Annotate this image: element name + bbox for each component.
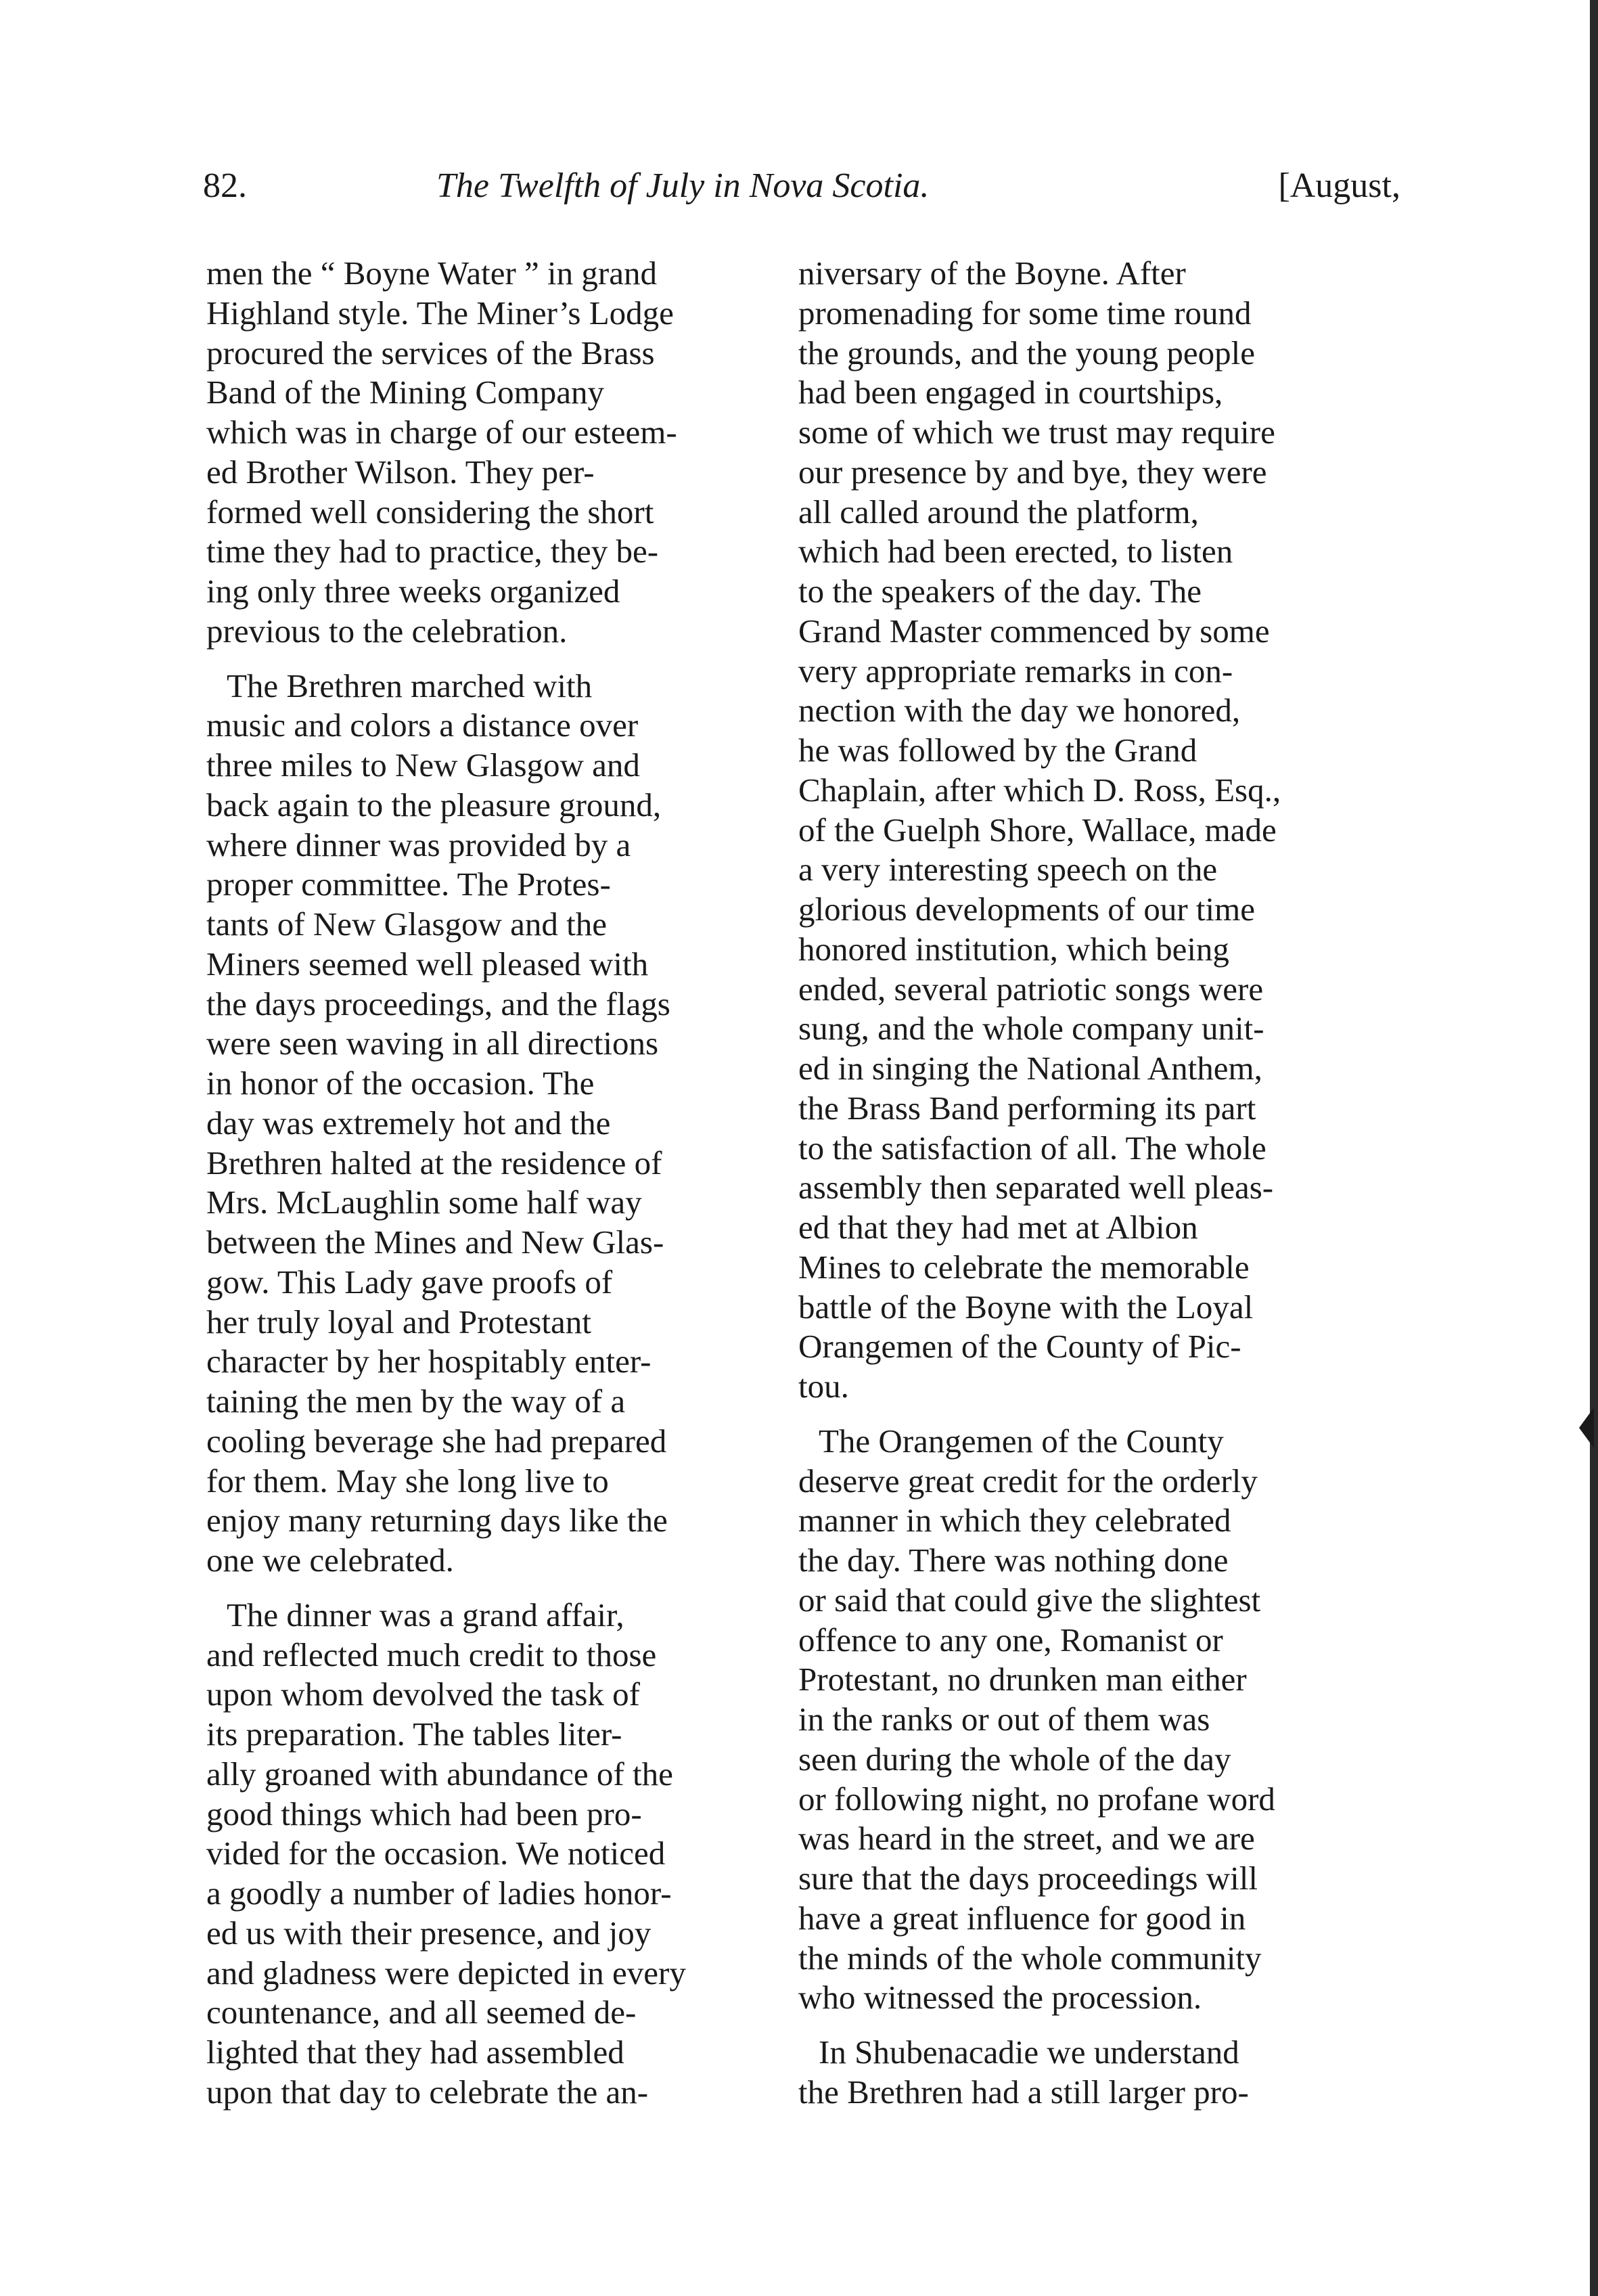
paragraph-gap [206, 652, 771, 667]
text-line: character by her hospitably enter- [206, 1343, 652, 1380]
text-line: in the ranks or out of them was [798, 1701, 1210, 1738]
text-line: gow. This Lady gave proofs of [206, 1263, 613, 1301]
text-line: all called around the platform, [798, 493, 1199, 531]
text-line: Grand Master commenced by some [798, 612, 1270, 650]
text-line: the days proceedings, and the flags [206, 985, 670, 1022]
text-line: ed Brother Wilson. They per- [206, 453, 595, 491]
text-line: ing only three weeks organized [206, 572, 620, 610]
text-line: cooling beverage she had prepared [206, 1422, 667, 1460]
text-line: assembly then separated well pleas- [798, 1169, 1274, 1207]
text-line: music and colors a distance over [206, 706, 639, 744]
paragraph-gap [798, 2018, 1363, 2033]
text-line: The Brethren marched with [227, 667, 593, 704]
text-line: one we celebrated. [206, 1541, 454, 1579]
text-line: countenance, and all seemed de- [206, 1994, 637, 2031]
text-line: in honor of the occasion. The [206, 1064, 595, 1102]
paragraph-gap [206, 1581, 771, 1596]
text-line: the Brethren had a still larger pro- [798, 2073, 1249, 2111]
text-line: procured the services of the Brass [206, 334, 655, 372]
text-line: The dinner was a grand affair, [227, 1596, 624, 1634]
text-line: Band of the Mining Company [206, 374, 604, 411]
text-line: Mines to celebrate the memorable [798, 1248, 1250, 1286]
text-line: Highland style. The Miner’s Lodge [206, 294, 674, 332]
text-line: where dinner was provided by a [206, 826, 631, 863]
text-line: the minds of the whole community [798, 1939, 1262, 1977]
text-line: proper committee. The Protes- [206, 865, 611, 903]
text-line: glorious developments of our time [798, 891, 1255, 928]
text-line: ed us with their presence, and joy [206, 1914, 652, 1952]
text-line: who witnessed the procession. [798, 1979, 1202, 2017]
text-line: nection with the day we honored, [798, 692, 1241, 729]
left-column [206, 254, 771, 2113]
text-line: seen during the whole of the day [798, 1740, 1231, 1778]
text-line: battle of the Boyne with the Loyal [798, 1288, 1254, 1326]
text-line: manner in which they celebrated [798, 1502, 1231, 1539]
paragraph-gap [798, 1407, 1363, 1422]
right-column-paragraph [798, 2033, 1363, 2113]
text-line: honored institution, which being [798, 930, 1229, 968]
text-line: promenading for some time round [798, 294, 1252, 332]
text-line: day was extremely hot and the [206, 1104, 611, 1142]
text-line: some of which we trust may require [798, 413, 1275, 451]
text-line: offence to any one, Romanist or [798, 1621, 1223, 1659]
left-column-paragraph [206, 1596, 771, 2113]
text-line: Chaplain, after which D. Ross, Esq., [798, 771, 1281, 809]
text-line: which was in charge of our esteem- [206, 413, 677, 451]
page-header [203, 166, 1400, 227]
text-line: ed in singing the National Anthem, [798, 1050, 1262, 1087]
text-line: have a great influence for good in [798, 1899, 1246, 1937]
right-column [798, 254, 1363, 2113]
text-line: to the speakers of the day. The [798, 572, 1202, 610]
text-line: tants of New Glasgow and the [206, 905, 607, 943]
text-line: were seen waving in all directions [206, 1025, 659, 1062]
text-line: back again to the pleasure ground, [206, 786, 662, 824]
page-edge-shadow [1590, 0, 1598, 2296]
text-line: a very interesting speech on the [798, 851, 1218, 888]
text-line: upon that day to celebrate the an- [206, 2073, 649, 2111]
text-line: good things which had been pro- [206, 1795, 642, 1832]
text-line: and gladness were depicted in every [206, 1954, 686, 1991]
text-line: taining the men by the way of a [206, 1382, 626, 1420]
text-line: formed well considering the short [206, 493, 654, 531]
text-line: sung, and the whole company unit- [798, 1010, 1264, 1048]
text-line: vided for the occasion. We noticed [206, 1834, 666, 1872]
text-line: between the Mines and New Glas- [206, 1223, 664, 1261]
text-line: to the satisfaction of all. The whole [798, 1129, 1266, 1167]
text-line: deserve great credit for the orderly [798, 1462, 1258, 1500]
running-title: The Twelfth of July in Nova Scotia. [436, 166, 930, 205]
text-line: Protestant, no drunken man either [798, 1661, 1247, 1698]
text-line: was heard in the street, and we are [798, 1820, 1255, 1858]
text-line: In Shubenacadie we understand [819, 2033, 1239, 2071]
text-line: or said that could give the slightest [798, 1581, 1261, 1619]
text-line: ed that they had met at Albion [798, 1209, 1198, 1246]
text-line: very appropriate remarks in con- [798, 652, 1233, 690]
text-line: its preparation. The tables liter- [206, 1715, 622, 1753]
text-line: the Brass Band performing its part [798, 1089, 1256, 1127]
text-line: time they had to practice, they be- [206, 533, 659, 570]
text-line: previous to the celebration. [206, 612, 568, 650]
text-line: had been engaged in courtships, [798, 374, 1223, 411]
right-column-paragraph [798, 1422, 1363, 2018]
text-line: sure that the days proceedings will [798, 1860, 1258, 1897]
text-line: niversary of the Boyne. After [798, 254, 1186, 292]
left-column-paragraph [206, 254, 771, 652]
page-edge-mark [1579, 1408, 1594, 1448]
text-line: lighted that they had assembled [206, 2033, 624, 2071]
text-line: ally groaned with abundance of the [206, 1755, 673, 1793]
text-line: upon whom devolved the task of [206, 1675, 640, 1713]
text-line: or following night, no profane word [798, 1780, 1275, 1818]
text-line: for them. May she long live to [206, 1462, 609, 1500]
text-line: a goodly a number of ladies honor- [206, 1874, 672, 1912]
text-line: Miners seemed well pleased with [206, 945, 649, 983]
text-line: Orangemen of the County of Pic- [798, 1328, 1241, 1366]
left-column-paragraph [206, 667, 771, 1581]
text-line: tou. [798, 1368, 849, 1405]
text-line: ended, several patriotic songs were [798, 970, 1264, 1008]
text-line: he was followed by the Grand [798, 731, 1197, 769]
text-line: of the Guelph Shore, Wallace, made [798, 811, 1277, 849]
text-line: the grounds, and the young people [798, 334, 1255, 372]
text-line: men the “ Boyne Water ” in grand [206, 254, 657, 292]
text-line: the day. There was nothing done [798, 1541, 1229, 1579]
issue-month: [August, [1278, 166, 1400, 205]
text-line: our presence by and bye, they were [798, 453, 1267, 491]
text-line: Mrs. McLaughlin some half way [206, 1184, 642, 1221]
text-line: which had been erected, to listen [798, 533, 1233, 570]
text-line: The Orangemen of the County [819, 1422, 1224, 1460]
text-line: enjoy many returning days like the [206, 1502, 668, 1539]
right-column-paragraph [798, 254, 1363, 1407]
text-line: three miles to New Glasgow and [206, 746, 640, 784]
page-number: 82. [203, 166, 247, 205]
text-line: and reflected much credit to those [206, 1636, 657, 1673]
text-line: her truly loyal and Protestant [206, 1303, 591, 1341]
text-line: Brethren halted at the residence of [206, 1144, 662, 1181]
